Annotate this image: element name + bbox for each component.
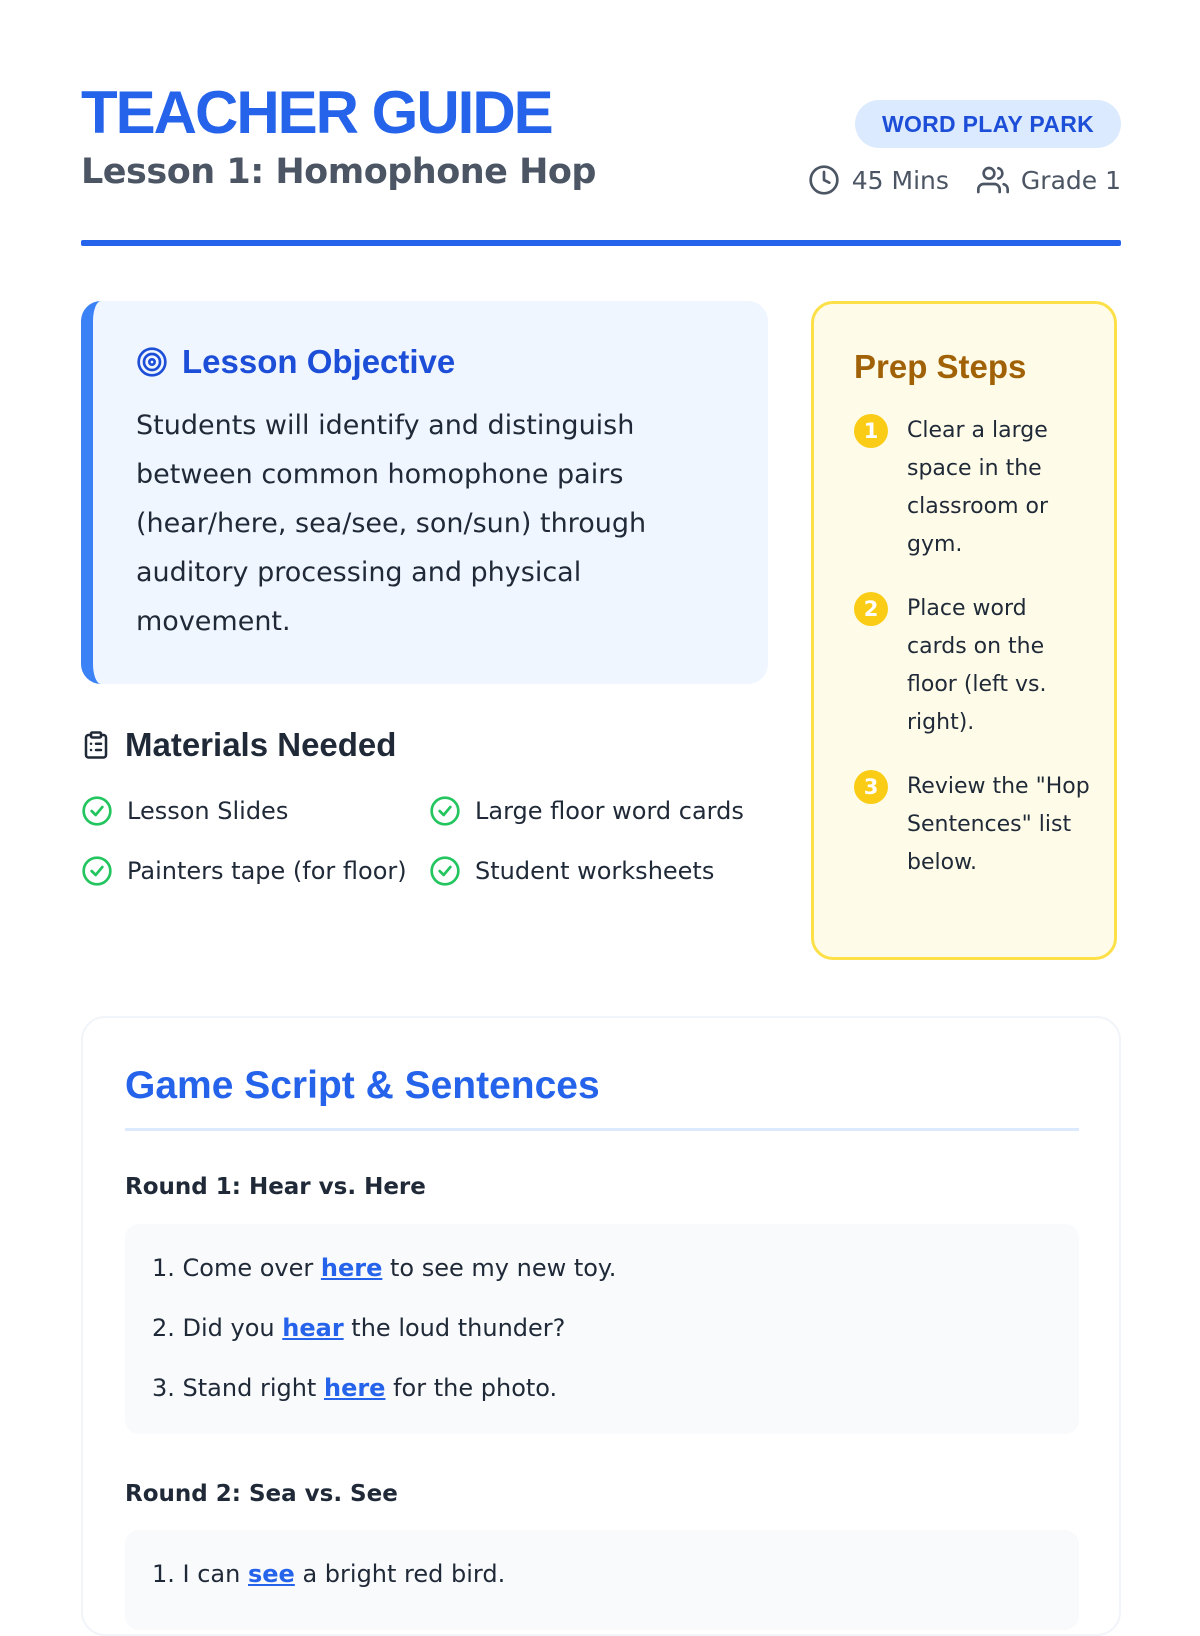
sentence-item: [152, 1374, 557, 1402]
materials-title: Materials Needed: [125, 726, 397, 763]
sentence-text: the loud thunder?: [343, 1314, 566, 1342]
lesson-subtitle: Lesson 1: Homophone Hop: [81, 152, 596, 192]
homophone-link[interactable]: see: [247, 1560, 295, 1588]
header-divider: [81, 240, 1121, 246]
program-badge: WORD PLAY PARK: [855, 100, 1121, 148]
homophone-link[interactable]: here: [320, 1254, 383, 1282]
sentence-text: 3. Stand right: [152, 1374, 324, 1402]
script-divider: [125, 1128, 1079, 1131]
round-title: Round 2: Sea vs. See: [125, 1481, 398, 1507]
script-title: Game Script & Sentences: [125, 1064, 600, 1107]
list-item: [81, 795, 288, 827]
objective-title: Lesson Objective: [182, 343, 456, 380]
prep-step: [854, 592, 1094, 752]
material-label: Painters tape (for floor): [127, 857, 407, 885]
target-icon: [136, 346, 168, 378]
step-number: 1: [854, 414, 888, 448]
prep-title: Prep Steps: [854, 348, 1027, 385]
step-text: Review the "Hop Sentences" list below.: [907, 774, 1090, 875]
material-label: Lesson Slides: [127, 797, 289, 825]
check-circle-icon: [81, 855, 113, 887]
homophone-link[interactable]: here: [323, 1374, 386, 1402]
objective-text: Students will identify and distinguish between common homophone pairs (hear/here, sea/see, son/sun) through auditory processing and physical movement.: [136, 410, 647, 637]
round-sentences: [125, 1530, 1079, 1630]
grade-meta: [977, 164, 1121, 196]
duration-meta: [808, 164, 949, 196]
clock-icon: [808, 164, 840, 196]
sentence-item: [152, 1560, 505, 1588]
objective-card: [81, 301, 768, 684]
step-text: Clear a large space in the classroom or gym.: [907, 418, 1049, 557]
objective-heading: [136, 343, 455, 381]
users-icon: [977, 164, 1009, 196]
list-item: [429, 795, 744, 827]
materials-heading: [81, 726, 396, 764]
sentence-text: to see my new toy.: [382, 1254, 617, 1282]
step-number: 3: [854, 770, 888, 804]
round-title: Round 1: Hear vs. Here: [125, 1174, 426, 1200]
round-sentences: [125, 1224, 1079, 1434]
game-script-card: [81, 1016, 1121, 1636]
homophone-link[interactable]: hear: [282, 1314, 344, 1342]
material-label: Large floor word cards: [475, 797, 744, 825]
grade-text: Grade 1: [1020, 165, 1121, 195]
list-item: [81, 855, 407, 887]
teacher-guide-page: [81, 0, 1121, 1600]
duration-text: 45 Mins: [851, 165, 949, 195]
page-title: TEACHER GUIDE: [81, 79, 552, 146]
sentence-text: for the photo.: [385, 1374, 558, 1402]
sentence-text: a bright red bird.: [294, 1560, 506, 1588]
step-text: Place word cards on the floor (left vs. right).: [907, 596, 1047, 735]
sentence-text: 1. Come over: [152, 1254, 321, 1282]
list-item: [429, 855, 714, 887]
clipboard-icon: [81, 728, 111, 762]
prep-steps-card: [811, 301, 1117, 960]
check-circle-icon: [429, 795, 461, 827]
sentence-item: [152, 1314, 565, 1342]
sentence-text: 1. I can: [152, 1560, 248, 1588]
check-circle-icon: [81, 795, 113, 827]
lesson-meta: [808, 160, 1121, 200]
sentence-text: 2. Did you: [152, 1314, 283, 1342]
prep-step: [854, 414, 1094, 574]
step-number: 2: [854, 592, 888, 626]
check-circle-icon: [429, 855, 461, 887]
material-label: Student worksheets: [475, 857, 715, 885]
prep-step: [854, 770, 1094, 930]
sentence-item: [152, 1254, 616, 1282]
